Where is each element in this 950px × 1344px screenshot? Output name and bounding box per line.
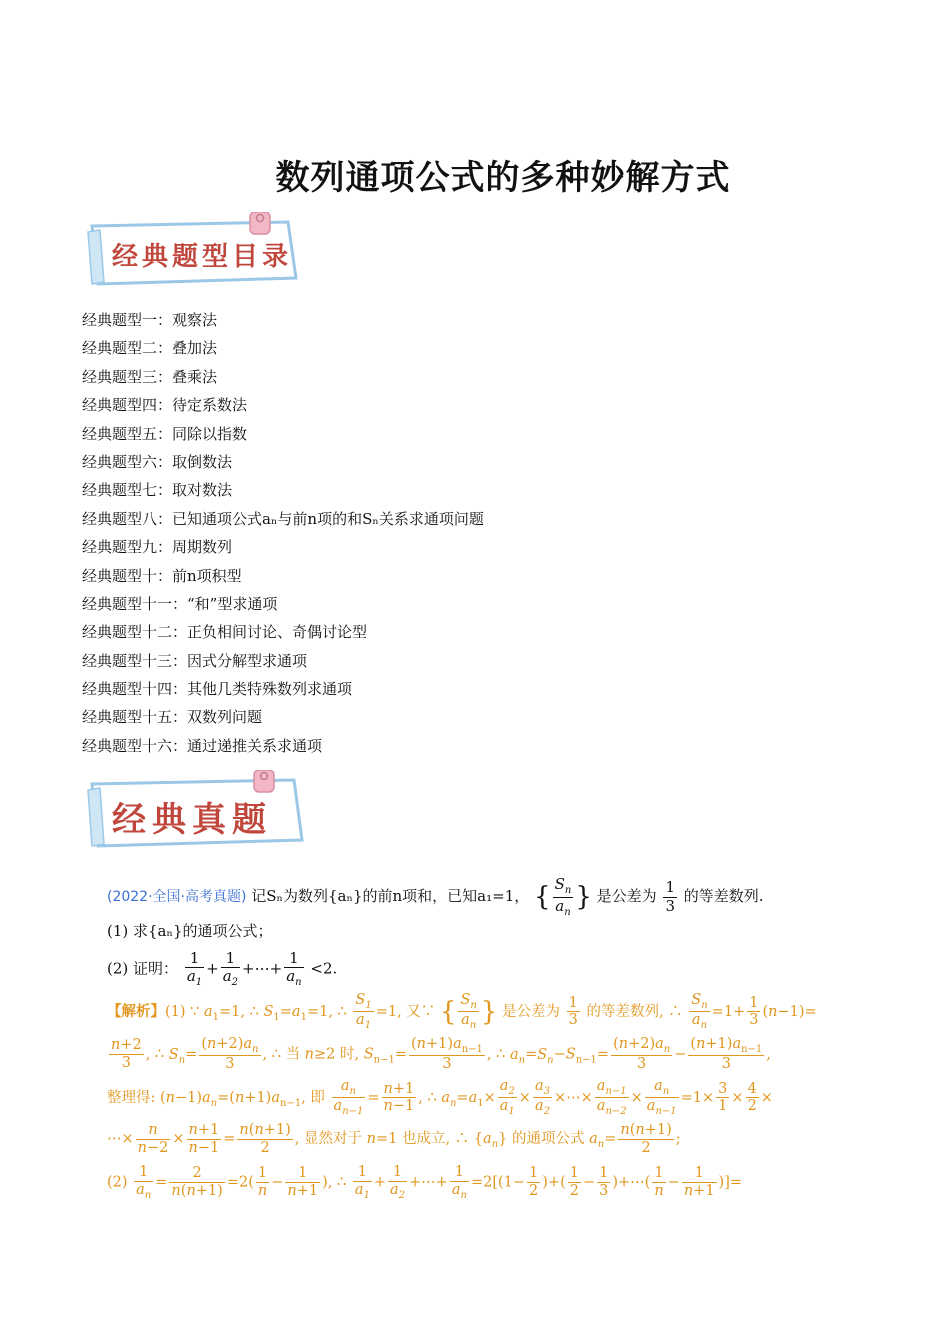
toc-list bbox=[82, 306, 484, 760]
section-banner-exam bbox=[84, 770, 308, 850]
toc-item[interactable]: 经典题型二：叠加法 bbox=[82, 339, 218, 358]
toc-item[interactable]: 经典题型三：叠乘法 bbox=[82, 367, 218, 386]
question-1: (1) 求{aₙ}的通项公式； bbox=[107, 922, 273, 940]
solution-line-2: $\frac{n+2}{3}$ , ∴ $S_n=$ $\frac{(n+2)a_n}{3}$ , ∴ 当 n≥2 时, $S_{n-1}=$ $\frac{(n+1)a_{n-1}}{3}$ , ∴ $a_n=S_n-S_{n-1}=$ $\frac{(n+2)a_n}{3}$ − $\frac{(n+1)a_{n-1}}{3}$ , bbox=[111, 1036, 771, 1073]
question-2: (2) 证明： $\frac{1}{a_1}$ + $\frac{1}{a_2}$ +⋯+ $\frac{1}{a_n}$ <2. bbox=[107, 949, 338, 989]
toc-item[interactable]: 经典题型十一：“和”型求通项 bbox=[82, 594, 278, 613]
problem-source: (2022·全国·高考真题) bbox=[107, 889, 247, 905]
toc-item[interactable]: 经典题型五：同除以指数 bbox=[82, 424, 248, 443]
banner-label: 经典题型目录 bbox=[112, 242, 293, 272]
banner-label: 经典真题 bbox=[112, 800, 272, 840]
toc-item[interactable]: 经典题型一：观察法 bbox=[82, 311, 218, 329]
toc-item[interactable]: 经典题型十四：其他几类特殊数列求通项 bbox=[82, 680, 353, 699]
toc-item[interactable]: 经典题型十二：正负相间讨论、奇偶讨论型 bbox=[82, 623, 368, 642]
problem-stem: (2022·全国·高考真题) 记Sₙ为数列{aₙ}的前n项和，已知a₁=1， { $\frac{S_n}{a_n}$ } 是公差为 $\frac{1}{3}$ 的等差数列. bbox=[107, 875, 764, 918]
stem-text: 的等差数列. bbox=[683, 887, 764, 905]
fraction-one-third: $\frac{1}{3}$ bbox=[665, 878, 675, 915]
toc-item[interactable]: 经典题型十六：通过递推关系求通项 bbox=[82, 736, 323, 755]
toc-item[interactable]: 经典题型九：周期数列 bbox=[82, 538, 233, 557]
fraction-sn-over-an: $\frac{S_n}{a_n}$ bbox=[554, 875, 572, 918]
solution-line-5: (2) $\frac{1}{a_n}$ = $\frac{2}{n(n+1)}$ =2( $\frac{1}{n}$ − $\frac{1}{n+1}$ ), ∴ $\frac{1}{a_1}$ + $\frac{1}{a_2}$ +⋯+ $\frac{1}{a_n}$ =2[(1− $\frac{1}{2}$ )+( $\frac{1}{2}$ − $\frac{1}{3}$ )+⋯( $\frac{1}{n}$ − $\frac{1}{n+1}$ )]= bbox=[107, 1164, 743, 1201]
stem-text: 记Sₙ为数列{aₙ}的前n项和，已知a₁=1， bbox=[251, 887, 530, 905]
toc-item[interactable]: 经典题型十：前n项积型 bbox=[82, 566, 242, 585]
toc-item[interactable]: 经典题型四：待定系数法 bbox=[82, 396, 248, 415]
toc-item[interactable]: 经典题型十三：因式分解型求通项 bbox=[82, 651, 308, 670]
toc-item[interactable]: 经典题型七：取对数法 bbox=[82, 481, 233, 500]
page-title: 数列通项公式的多种妙解方式 bbox=[275, 158, 731, 198]
solution-line-1: 【解析】(1) ∵ $a_1=1$, ∴ $S_1=a_1=1$, ∴ $\frac{S_1}{a_1}$ =1, 又∵ { $\frac{S_n}{a_n}$ } 是公差为 $\frac{1}{3}$ 的等差数列, ∴ $\frac{S_n}{a_n}$ =1+ $\frac{1}{3}$ (n−1)= bbox=[107, 992, 817, 1032]
section-banner-toc bbox=[84, 212, 304, 288]
solution-line-4: ⋯× $\frac{n}{n-2}$ × $\frac{n+1}{n-1}$ = $\frac{n(n+1)}{2}$ , 显然对于 n=1 也成立, ∴ $\{a_n\}$ 的通项公式 $a_n=$ $\frac{n(n+1)}{2}$ ; bbox=[107, 1122, 681, 1156]
toc-item[interactable]: 经典题型六：取倒数法 bbox=[82, 452, 233, 471]
stem-text: 是公差为 bbox=[596, 887, 657, 905]
toc-item[interactable]: 经典题型十五：双数列问题 bbox=[82, 708, 263, 727]
toc-item[interactable]: 经典题型八：已知通项公式aₙ与前n项的和Sₙ关系求通项问题 bbox=[82, 509, 484, 528]
solution-line-3: 整理得: $(n-1)a_n=(n+1)a_{n-1}$, 即 $\frac{a_n}{a_{n-1}}$ = $\frac{n+1}{n-1}$ , ∴ $a_n=a_1\times$ $\frac{a_2}{a_1}$ × $\frac{a_3}{a_2}$ ×⋯× $\frac{a_{n-1}}{a_{n-2}}$ × $\frac{a_n}{a_{n-1}}$ =1× $\frac{3}{1}$ × $\frac{4}{2}$ × bbox=[107, 1078, 773, 1118]
